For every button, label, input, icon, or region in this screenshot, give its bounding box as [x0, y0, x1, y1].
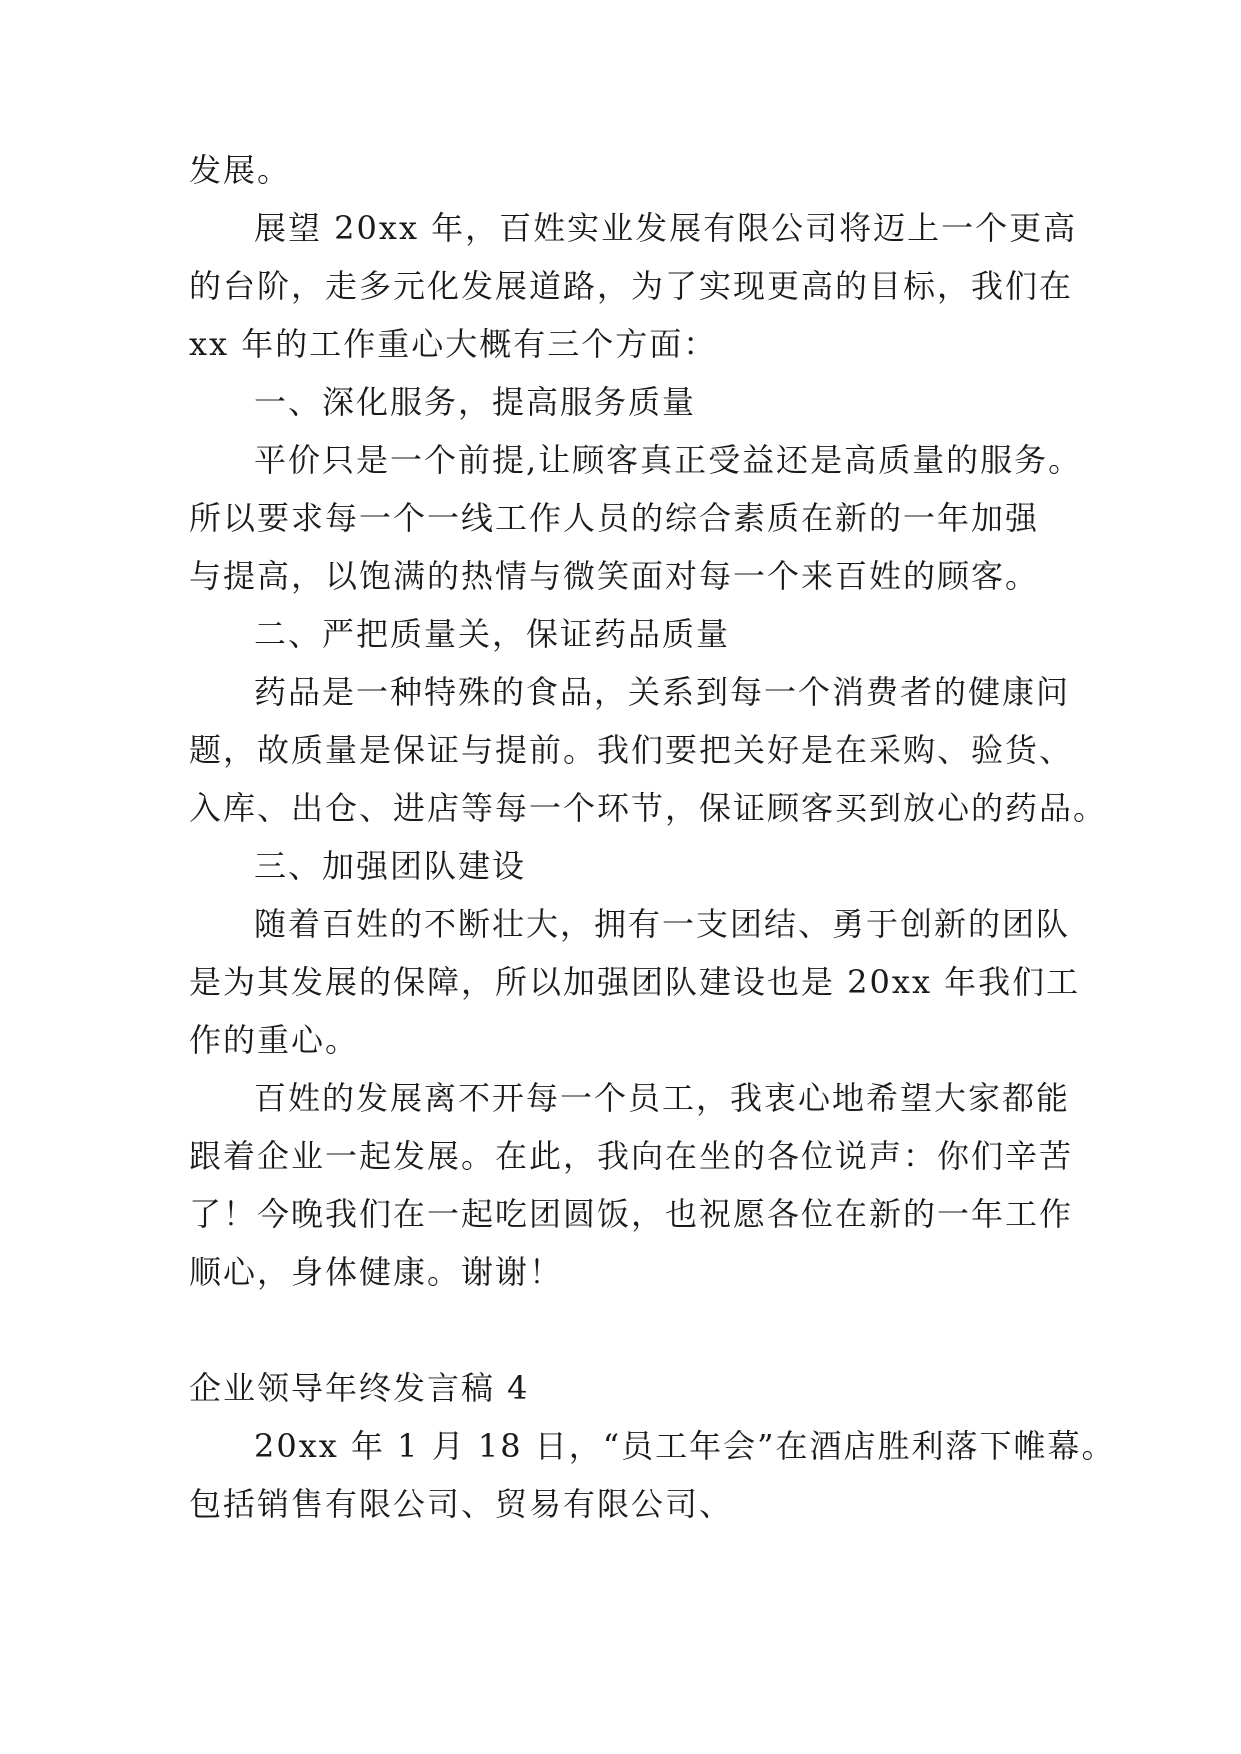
document-title: 企业领导年终发言稿 4 — [189, 1369, 530, 1407]
text-line: 随着百姓的不断壮大，拥有一支团结、勇于创新的团队 — [254, 905, 1071, 943]
text-line: 入库、出仓、进店等每一个环节，保证顾客买到放心的药品。 — [189, 789, 1108, 827]
text-line: 包括销售有限公司、贸易有限公司、 — [189, 1485, 734, 1523]
text-line: xx 年的工作重心大概有三个方面： — [189, 325, 718, 363]
text-line: 20xx 年 1 月 18 日，“员工年会”在酒店胜利落下帷幕。 — [254, 1427, 1116, 1465]
text-line: 了！今晚我们在一起吃团圆饭，也祝愿各位在新的一年工作 — [189, 1195, 1074, 1233]
section-heading: 三、加强团队建设 — [254, 847, 527, 885]
text-line: 与提高，以饱满的热情与微笑面对每一个来百姓的顾客。 — [189, 557, 1040, 595]
text-line: 平价只是一个前提,让顾客真正受益还是高质量的服务。 — [254, 441, 1083, 479]
section-heading: 一、深化服务，提高服务质量 — [254, 383, 697, 421]
text-line: 的台阶，走多元化发展道路，为了实现更高的目标，我们在 — [189, 267, 1074, 305]
text-line: 题，故质量是保证与提前。我们要把关好是在采购、验货、 — [189, 731, 1074, 769]
text-line: 展望 20xx 年，百姓实业发展有限公司将迈上一个更高 — [254, 209, 1078, 247]
text-line: 是为其发展的保障，所以加强团队建设也是 20xx 年我们工 — [189, 963, 1081, 1001]
text-line: 跟着企业一起发展。在此，我向在坐的各位说声：你们辛苦 — [189, 1137, 1074, 1175]
text-line: 百姓的发展离不开每一个员工，我衷心地希望大家都能 — [254, 1079, 1071, 1117]
text-line: 药品是一种特殊的食品，关系到每一个消费者的健康问 — [254, 673, 1071, 711]
text-line: 作的重心。 — [189, 1021, 360, 1059]
text-line: 所以要求每一个一线工作人员的综合素质在新的一年加强 — [189, 499, 1040, 537]
text-line: 顺心，身体健康。谢谢！ — [189, 1253, 564, 1291]
text-line: 发展。 — [189, 151, 292, 189]
section-heading: 二、严把质量关，保证药品质量 — [254, 615, 731, 653]
